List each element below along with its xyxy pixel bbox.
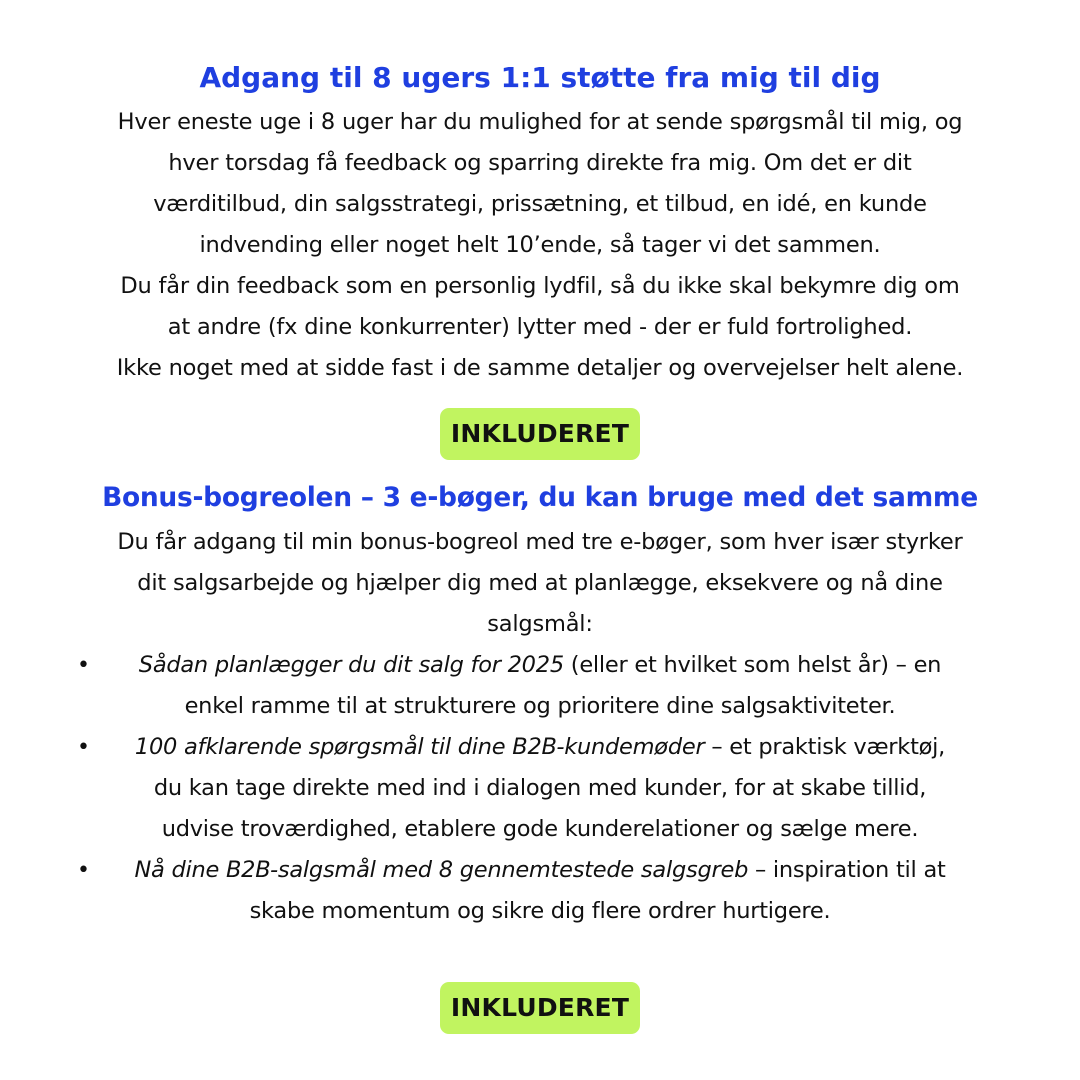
section-coaching [40, 58, 1040, 389]
included-badge-bonus-books: INKLUDERET [440, 982, 640, 1034]
intro-line: dit salgsarbejde og hjælper dig med at planlægge, eksekvere og nå dine [137, 570, 943, 596]
ebook-description: – inspiration til at [748, 857, 946, 883]
bullet-icon: • [77, 735, 90, 760]
body-line: værditilbud, din salgsstrategi, prissætning, et tilbud, en idé, en kunde [153, 191, 927, 217]
body-line: Ikke noget med at sidde fast i de samme detaljer og overvejelser helt alene. [116, 355, 964, 381]
bullet-icon: • [77, 653, 90, 678]
body-line: at andre (fx dine konkurrenter) lytter med - der er fuld fortrolighed. [167, 314, 913, 340]
section-body-coaching [40, 102, 1040, 389]
ebook-list-item [40, 645, 1040, 727]
ebook-list-item [40, 850, 1040, 932]
included-badge-coaching: INKLUDERET [440, 408, 640, 460]
ebook-list [40, 645, 1040, 932]
ebook-list-item [40, 727, 1040, 850]
ebook-title: Nå dine B2B-salgsmål med 8 gennemtestede salgsgreb [134, 857, 749, 883]
ebook-description: skabe momentum og sikre dig flere ordrer hurtigere. [249, 898, 831, 924]
section-intro-bonus-books [40, 522, 1040, 645]
ebook-description: – et praktisk værktøj, [704, 734, 946, 760]
ebook-description: du kan tage direkte med ind i dialogen med kunder, for at skabe tillid, [153, 775, 927, 801]
bullet-icon: • [77, 858, 90, 883]
intro-line: salgsmål: [487, 611, 593, 637]
ebook-description: (eller et hvilket som helst år) – en [563, 652, 942, 678]
body-line: indvending eller noget helt 10’ende, så tager vi det sammen. [199, 232, 881, 258]
ebook-title: 100 afklarende spørgsmål til dine B2B-kundemøder [134, 734, 705, 760]
body-line: Hver eneste uge i 8 uger har du mulighed for at sende spørgsmål til mig, og [117, 109, 963, 135]
ebook-description: udvise troværdighed, etablere gode kunderelationer og sælge mere. [161, 816, 919, 842]
section-heading-bonus-books: Bonus-bogreolen – 3 e-bøger, du kan bruge med det samme [102, 482, 978, 513]
ebook-description: enkel ramme til at strukturere og prioritere dine salgsaktiviteter. [184, 693, 896, 719]
body-line: hver torsdag få feedback og sparring direkte fra mig. Om det er dit [168, 150, 912, 176]
body-line: Du får din feedback som en personlig lydfil, så du ikke skal bekymre dig om [120, 273, 960, 299]
ebook-title: Sådan planlægger du dit salg for 2025 [138, 652, 564, 678]
section-heading-coaching: Adgang til 8 ugers 1:1 støtte fra mig til dig [199, 61, 881, 94]
intro-line: Du får adgang til min bonus-bogreol med tre e-bøger, som hver især styrker [117, 529, 963, 555]
section-bonus-books [40, 478, 1040, 932]
